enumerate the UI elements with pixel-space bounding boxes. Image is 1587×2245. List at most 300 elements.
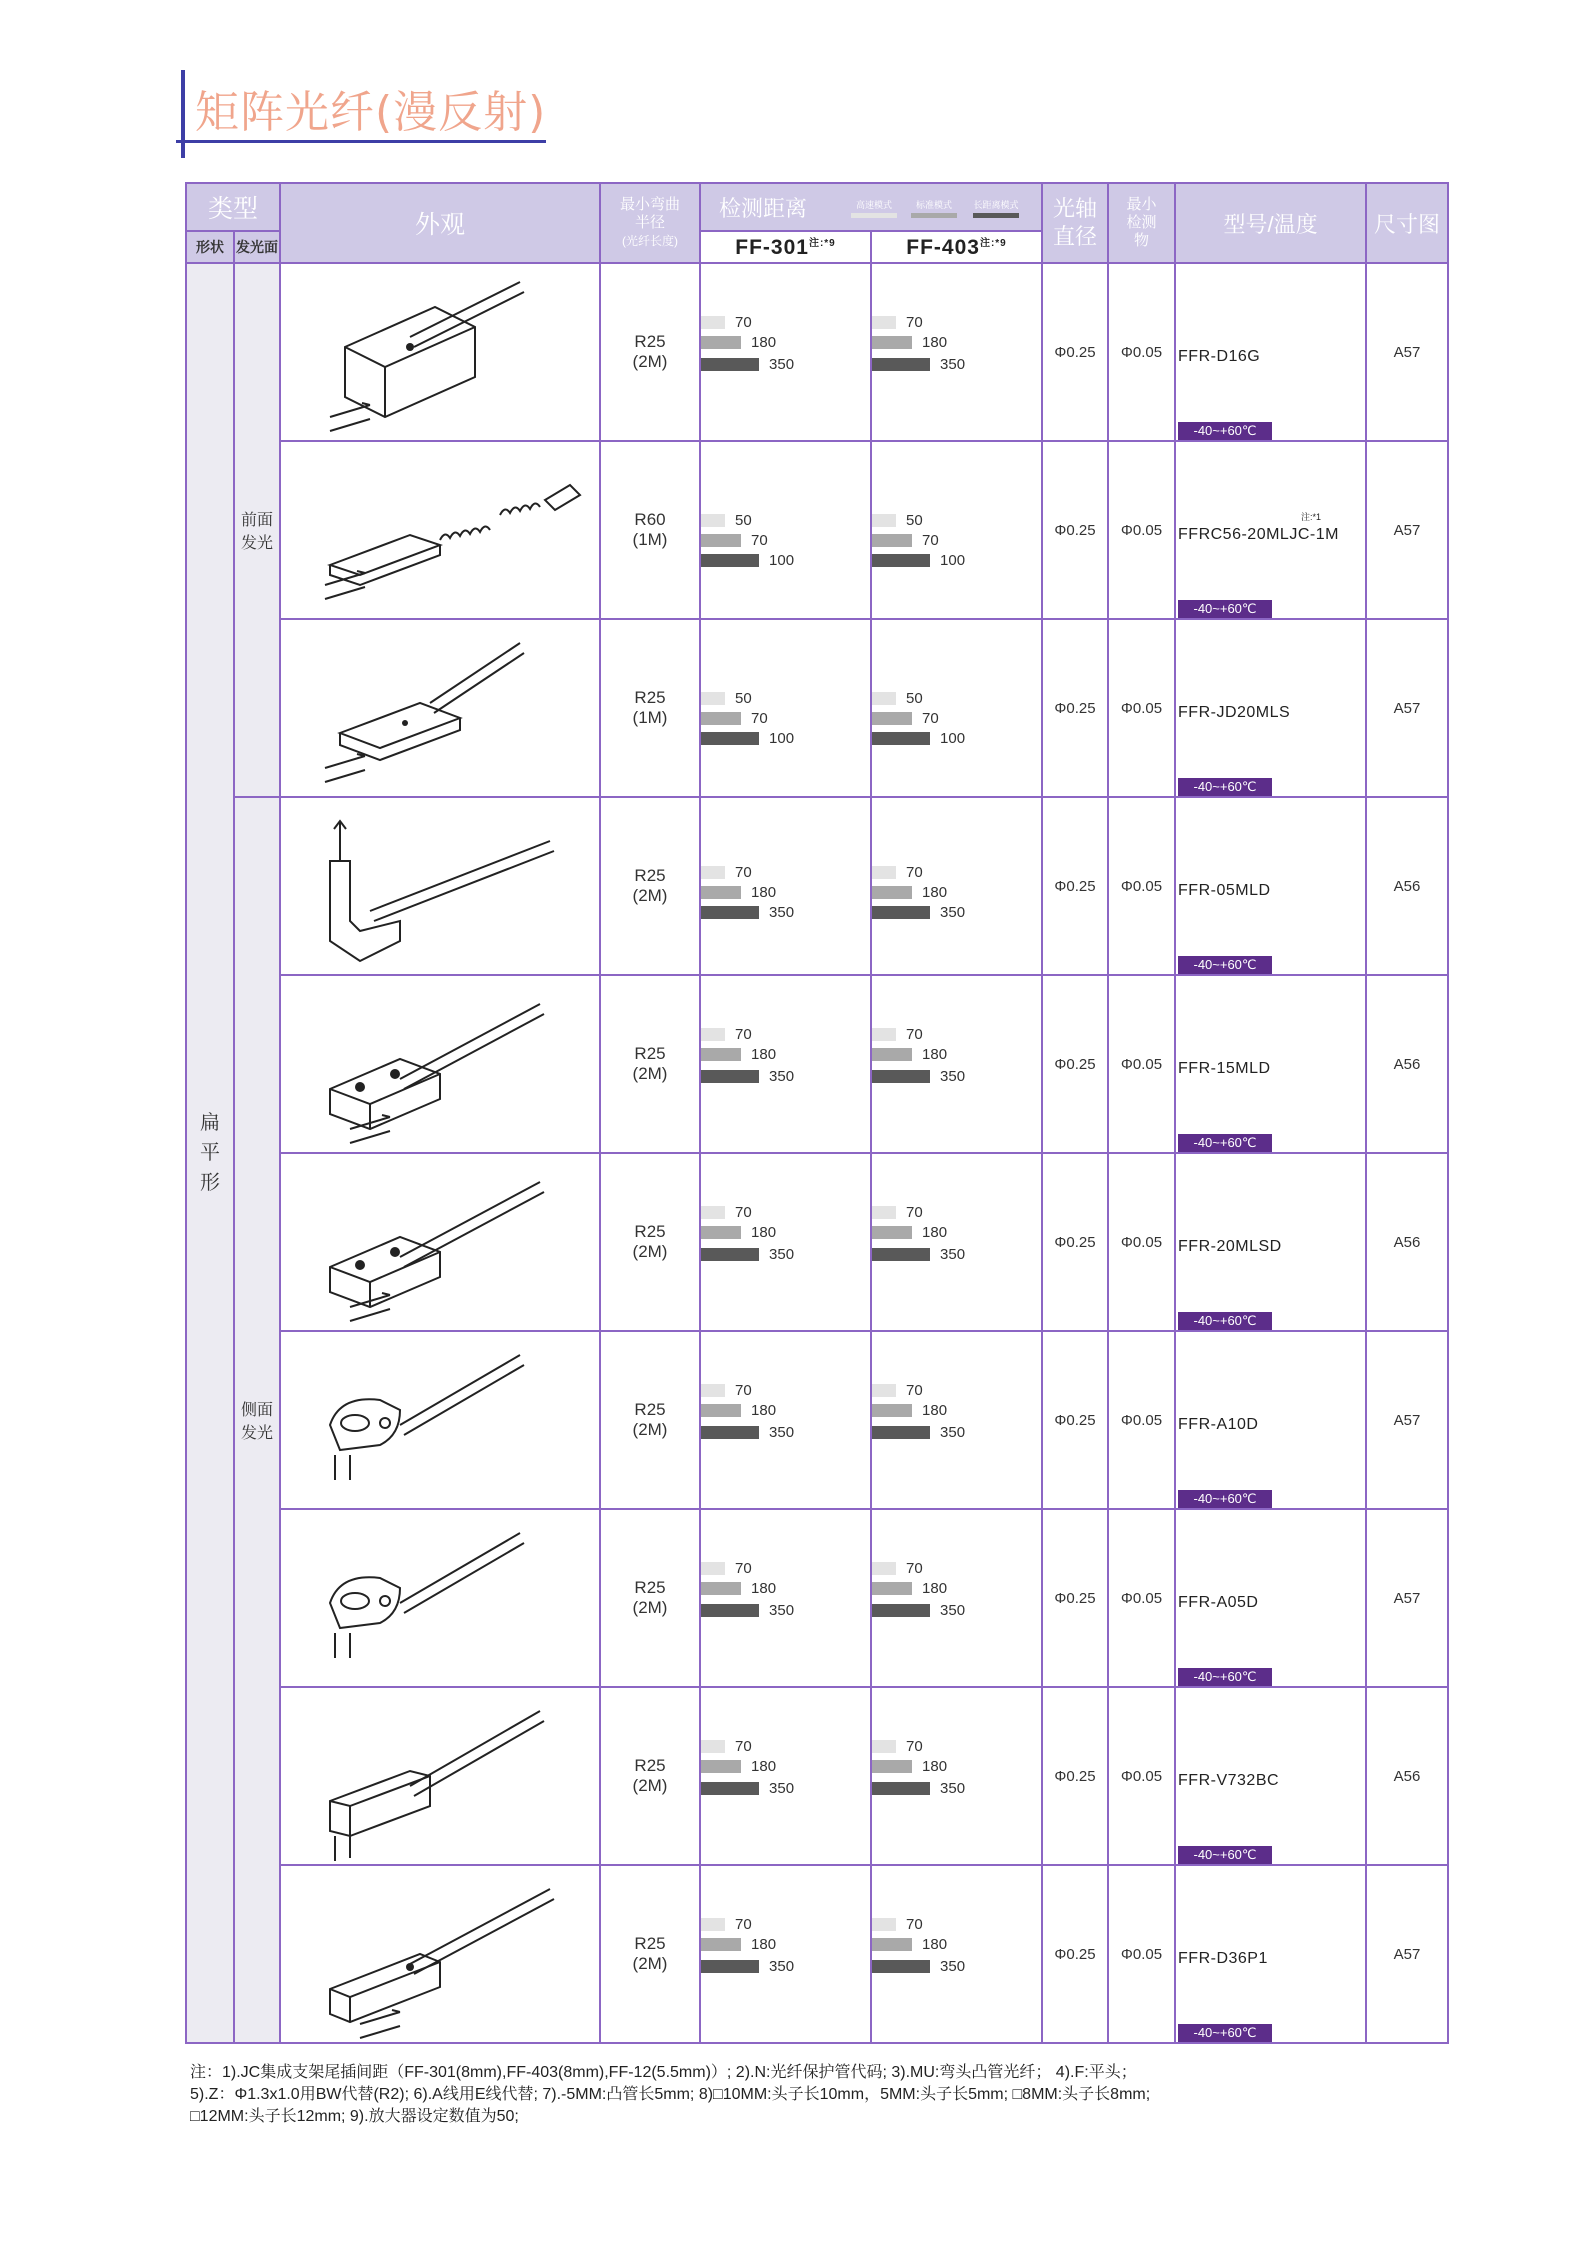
distance-ff403-cell: [871, 619, 1042, 797]
temperature-badge: -40~+60℃: [1178, 422, 1272, 440]
distance-bar-row: [701, 1936, 776, 1953]
distance-bar: [872, 1028, 896, 1041]
distance-bar-row: [872, 552, 965, 569]
distance-bar: [701, 1404, 741, 1417]
temperature-badge: -40~+60℃: [1178, 1846, 1272, 1864]
distance-bar-row: [701, 690, 752, 707]
bend-radius-cell: [600, 797, 700, 975]
distance-value: 180: [751, 1224, 777, 1241]
cable-length-value: (2M): [632, 886, 668, 905]
distance-bar: [872, 1582, 912, 1595]
distance-ff403-cell: [871, 975, 1042, 1153]
distance-bar: [872, 1226, 912, 1239]
emit-side-label: 侧面发光: [240, 1402, 273, 1442]
model-cell: [1175, 1865, 1366, 2043]
distance-value: 70: [735, 1204, 752, 1221]
distance-ff301-cell: [700, 441, 871, 619]
product-image: [280, 619, 600, 797]
distance-bar-row: [872, 1246, 965, 1263]
bend-radius-cell: [600, 1331, 700, 1509]
axis-diameter-cell: Φ0.25: [1042, 441, 1108, 619]
bend-radius-cell: [600, 619, 700, 797]
product-image: [280, 1153, 600, 1331]
legend-high-speed-swatch: [851, 213, 897, 218]
distance-value: 350: [940, 1424, 966, 1441]
dimension-cell: A57: [1366, 441, 1448, 619]
distance-bar-row: [701, 356, 794, 373]
distance-bar-row: [872, 884, 947, 901]
distance-bar: [872, 1404, 912, 1417]
distance-bar: [872, 1048, 912, 1061]
header-emit-face: 发光面: [234, 231, 280, 263]
cable-length-value: (1M): [632, 530, 668, 549]
distance-value: 100: [940, 730, 966, 747]
distance-bar-row: [872, 1224, 947, 1241]
block-fiber-icon: [281, 979, 599, 1149]
distance-bar-row: [872, 690, 923, 707]
distance-value: 70: [922, 710, 939, 727]
distance-value: 180: [922, 1580, 948, 1597]
distance-bar-row: [872, 334, 947, 351]
distance-bar: [872, 1938, 912, 1951]
distance-bar: [872, 886, 912, 899]
bend-radius-value: R25: [634, 1578, 666, 1597]
dimension-cell: A56: [1366, 797, 1448, 975]
distance-bar-row: [872, 1602, 965, 1619]
ring-fiber-icon: [281, 1513, 599, 1683]
shape-cell: [186, 263, 234, 2043]
distance-bar-row: [872, 1560, 923, 1577]
model-name: FFR-15MLD: [1178, 1060, 1271, 1077]
distance-bar: [701, 1426, 759, 1439]
distance-value: 180: [751, 334, 777, 351]
model-name: FFR-A10D: [1178, 1416, 1259, 1433]
distance-bar: [701, 1760, 741, 1773]
product-image: [280, 1687, 600, 1865]
distance-bar-row: [701, 884, 776, 901]
distance-value: 70: [906, 1204, 923, 1221]
temperature-badge: -40~+60℃: [1178, 1668, 1272, 1686]
axis-diameter-cell: Φ0.25: [1042, 1687, 1108, 1865]
distance-bar: [872, 906, 930, 919]
model-cell: [1175, 975, 1366, 1153]
box-fiber-icon: [281, 267, 599, 437]
distance-ff301-cell: [700, 263, 871, 441]
distance-value: 350: [940, 904, 966, 921]
distance-bar: [872, 866, 896, 879]
min-object-cell: Φ0.05: [1108, 1153, 1175, 1331]
distance-bar: [701, 336, 741, 349]
bend-radius-cell: [600, 441, 700, 619]
distance-bar-row: [872, 1382, 923, 1399]
product-image: [280, 797, 600, 975]
distance-value: 350: [769, 1068, 795, 1085]
axis-diameter-cell: Φ0.25: [1042, 1331, 1108, 1509]
model-cell: [1175, 1331, 1366, 1509]
distance-value: 350: [940, 1068, 966, 1085]
product-image: [280, 975, 600, 1153]
bend-radius-cell: [600, 1509, 700, 1687]
product-row: [186, 797, 1448, 975]
axis-diameter-cell: Φ0.25: [1042, 797, 1108, 975]
distance-value: 70: [906, 1738, 923, 1755]
distance-value: 180: [922, 1046, 948, 1063]
distance-value: 180: [751, 1580, 777, 1597]
distance-bar-row: [701, 710, 768, 727]
header-appearance: 外观: [280, 183, 600, 263]
axis-diameter-cell: Φ0.25: [1042, 619, 1108, 797]
dimension-cell: A57: [1366, 1865, 1448, 2043]
distance-ff301-cell: [700, 1331, 871, 1509]
distance-bar-row: [701, 1424, 794, 1441]
block-fiber-icon: [281, 1157, 599, 1327]
title-accent-bar: [181, 70, 185, 158]
distance-bar: [701, 1582, 741, 1595]
spec-table: [185, 182, 1449, 2044]
min-object-cell: Φ0.05: [1108, 797, 1175, 975]
bend-radius-value: R25: [634, 866, 666, 885]
distance-value: 350: [940, 356, 966, 373]
distance-bar: [701, 1782, 759, 1795]
distance-bar-row: [701, 1580, 776, 1597]
distance-bar-row: [701, 1560, 752, 1577]
distance-bar: [701, 1206, 725, 1219]
header-axis-diameter: [1042, 183, 1108, 263]
distance-bar-row: [872, 1204, 923, 1221]
distance-bar-row: [872, 1958, 965, 1975]
distance-bar: [872, 1960, 930, 1973]
product-image: [280, 441, 600, 619]
distance-bar-row: [701, 512, 752, 529]
distance-bar: [701, 1226, 741, 1239]
model-cell: [1175, 263, 1366, 441]
distance-value: 180: [751, 1936, 777, 1953]
min-object-cell: Φ0.05: [1108, 1865, 1175, 2043]
distance-bar: [701, 316, 725, 329]
distance-ff403-cell: [871, 797, 1042, 975]
distance-ff301-cell: [700, 1509, 871, 1687]
distance-value: 350: [940, 1958, 966, 1975]
distance-bar: [701, 1070, 759, 1083]
header-model-temp: 型号/温度: [1175, 183, 1366, 263]
dimension-cell: A57: [1366, 1509, 1448, 1687]
min-object-cell: Φ0.05: [1108, 1687, 1175, 1865]
distance-value: 350: [940, 1246, 966, 1263]
distance-bar-row: [872, 1780, 965, 1797]
distance-bar-row: [872, 1026, 923, 1043]
header-shape: 形状: [186, 231, 234, 263]
bend-radius-cell: [600, 1687, 700, 1865]
bend-radius-value: R25: [634, 1400, 666, 1419]
distance-value: 70: [906, 1382, 923, 1399]
distance-value: 70: [906, 1560, 923, 1577]
axis-diameter-cell: Φ0.25: [1042, 1865, 1108, 2043]
distance-value: 180: [751, 1402, 777, 1419]
distance-value: 180: [751, 884, 777, 901]
model-name: FFRC56-20MLJC-1M: [1178, 526, 1339, 543]
footnotes: [190, 2062, 1440, 2128]
distance-value: 350: [769, 1958, 795, 1975]
distance-bar: [701, 534, 741, 547]
distance-value: 350: [769, 356, 795, 373]
legend-long-distance-swatch: [973, 213, 1019, 218]
distance-bar-row: [701, 552, 794, 569]
temperature-badge: -40~+60℃: [1178, 600, 1272, 618]
product-row: [186, 1331, 1448, 1509]
cable-length-value: (2M): [632, 1064, 668, 1083]
distance-value: 50: [735, 690, 752, 707]
distance-ff403-cell: [871, 1331, 1042, 1509]
distance-bar: [872, 358, 930, 371]
distance-bar-row: [701, 1602, 794, 1619]
model-cell: [1175, 619, 1366, 797]
distance-value: 70: [735, 864, 752, 881]
distance-bar: [701, 1918, 725, 1931]
distance-ff403-cell: [871, 1687, 1042, 1865]
distance-value: 350: [769, 1602, 795, 1619]
distance-bar-row: [701, 1246, 794, 1263]
distance-bar-row: [701, 1738, 752, 1755]
distance-bar: [701, 886, 741, 899]
model-name: FFR-JD20MLS: [1178, 704, 1291, 721]
distance-value: 100: [940, 552, 966, 569]
distance-bar: [872, 1604, 930, 1617]
distance-value: 50: [906, 690, 923, 707]
distance-value: 70: [735, 1382, 752, 1399]
distance-bar-row: [701, 1068, 794, 1085]
distance-ff403-cell: [871, 1153, 1042, 1331]
slim-fiber-icon: [281, 1869, 599, 2039]
emit-side-cell: [234, 797, 280, 2043]
distance-value: 70: [922, 532, 939, 549]
distance-ff301-cell: [700, 1153, 871, 1331]
distance-bar-row: [701, 1224, 776, 1241]
distance-bar: [701, 712, 741, 725]
legend-standard-label: 标准模式: [916, 200, 953, 210]
distance-bar-row: [701, 1026, 752, 1043]
product-image: [280, 1865, 600, 2043]
bend-radius-value: R25: [634, 1044, 666, 1063]
distance-bar: [701, 1048, 741, 1061]
distance-value: 350: [769, 904, 795, 921]
header-amp-ff403: [871, 231, 1042, 263]
bend-radius-value: R25: [634, 688, 666, 707]
distance-bar: [701, 1248, 759, 1261]
distance-bar: [872, 1918, 896, 1931]
distance-value: 180: [922, 334, 948, 351]
distance-bar-row: [872, 1580, 947, 1597]
spring-fiber-icon: [281, 445, 599, 615]
bend-radius-value: R25: [634, 1222, 666, 1241]
product-image: [280, 263, 600, 441]
distance-value: 180: [751, 1046, 777, 1063]
distance-bar: [701, 358, 759, 371]
distance-bar-row: [872, 1916, 923, 1933]
header-axis-diameter-label: 光轴直径: [1053, 196, 1098, 249]
model-note: 注:*1: [1301, 512, 1322, 522]
distance-bar: [872, 1760, 912, 1773]
distance-bar-row: [701, 532, 768, 549]
product-row: [186, 263, 1448, 441]
distance-bar: [701, 1562, 725, 1575]
title-underline: [176, 140, 546, 143]
distance-bar: [872, 1248, 930, 1261]
legend-high-speed: [851, 198, 897, 218]
distance-bar: [701, 554, 759, 567]
distance-ff301-cell: [700, 619, 871, 797]
cable-length-value: (2M): [632, 1420, 668, 1439]
distance-bar-row: [701, 730, 794, 747]
model-cell: [1175, 797, 1366, 975]
distance-bar: [701, 514, 725, 527]
bend-radius-cell: [600, 1153, 700, 1331]
legend-standard-swatch: [911, 213, 957, 218]
min-object-cell: Φ0.05: [1108, 619, 1175, 797]
distance-bar: [872, 1562, 896, 1575]
distance-value: 50: [906, 512, 923, 529]
distance-ff301-cell: [700, 797, 871, 975]
distance-bar-row: [701, 1916, 752, 1933]
min-object-cell: Φ0.05: [1108, 975, 1175, 1153]
product-row: [186, 441, 1448, 619]
distance-value: 180: [922, 884, 948, 901]
distance-bar: [872, 554, 930, 567]
wedge-fiber-icon: [281, 1691, 599, 1861]
distance-bar-row: [701, 1758, 776, 1775]
distance-value: 70: [735, 1738, 752, 1755]
distance-bar: [701, 1938, 741, 1951]
distance-bar: [872, 336, 912, 349]
distance-value: 350: [769, 1424, 795, 1441]
distance-bar: [872, 316, 896, 329]
distance-bar: [872, 534, 912, 547]
bend-radius-cell: [600, 1865, 700, 2043]
product-row: [186, 1509, 1448, 1687]
distance-ff403-cell: [871, 1509, 1042, 1687]
distance-bar-row: [872, 904, 965, 921]
amp-ff403-label: FF-403: [906, 236, 980, 259]
model-name: FFR-05MLD: [1178, 882, 1271, 899]
distance-value: 70: [906, 864, 923, 881]
distance-bar: [872, 1782, 930, 1795]
amp-ff403-note: 注:*9: [979, 238, 1007, 249]
distance-bar: [701, 732, 759, 745]
header-type: 类型: [186, 183, 280, 231]
dimension-cell: A57: [1366, 619, 1448, 797]
distance-value: 180: [922, 1936, 948, 1953]
distance-value: 70: [735, 1916, 752, 1933]
bend-radius-cell: [600, 975, 700, 1153]
distance-value: 70: [751, 710, 768, 727]
min-object-cell: Φ0.05: [1108, 1509, 1175, 1687]
model-name: FFR-V732BC: [1178, 1772, 1280, 1789]
distance-value: 350: [940, 1602, 966, 1619]
header-min-object: [1108, 183, 1175, 263]
legend-high-speed-label: 高速模式: [856, 200, 893, 210]
header-detect-distance-label: 检测距离: [719, 196, 808, 221]
cable-length-value: (2M): [632, 1242, 668, 1261]
legend-long-distance-label: 长距离模式: [973, 200, 1019, 210]
distance-bar: [701, 692, 725, 705]
shape-label: 扁平形: [200, 1112, 220, 1194]
distance-bar-row: [872, 314, 923, 331]
distance-bar-row: [701, 904, 794, 921]
distance-bar: [872, 692, 896, 705]
distance-ff403-cell: [871, 1865, 1042, 2043]
distance-bar: [701, 1740, 725, 1753]
distance-bar: [872, 1206, 896, 1219]
distance-value: 100: [769, 730, 795, 747]
distance-value: 70: [906, 1026, 923, 1043]
distance-bar-row: [872, 710, 939, 727]
distance-bar-row: [872, 1758, 947, 1775]
bend-radius-value: R60: [634, 510, 666, 529]
elbow-fiber-icon: [281, 801, 599, 971]
distance-bar-row: [872, 1424, 965, 1441]
cable-length-value: (2M): [632, 352, 668, 371]
distance-bar-row: [872, 730, 965, 747]
header-min-object-label: 最小检测物: [1126, 196, 1157, 249]
min-object-cell: Φ0.05: [1108, 263, 1175, 441]
distance-bar-row: [701, 1958, 794, 1975]
dimension-cell: A57: [1366, 1331, 1448, 1509]
distance-ff301-cell: [700, 1865, 871, 2043]
product-row: [186, 619, 1448, 797]
distance-bar-row: [872, 1936, 947, 1953]
distance-ff301-cell: [700, 975, 871, 1153]
distance-bar: [872, 1426, 930, 1439]
product-row: [186, 1687, 1448, 1865]
distance-value: 350: [769, 1780, 795, 1797]
bend-radius-cell: [600, 263, 700, 441]
bend-radius-value: R25: [634, 332, 666, 351]
emit-front-label: 前面发光: [240, 512, 273, 552]
bend-radius-value: R25: [634, 1756, 666, 1775]
emit-front-cell: [234, 263, 280, 797]
distance-bar-row: [872, 1046, 947, 1063]
distance-ff301-cell: [700, 1687, 871, 1865]
distance-bar-row: [872, 512, 923, 529]
distance-bar-row: [701, 1780, 794, 1797]
product-row: [186, 1865, 1448, 2043]
model-cell: [1175, 1509, 1366, 1687]
distance-value: 70: [735, 1026, 752, 1043]
distance-bar-row: [701, 1046, 776, 1063]
header-dimension: 尺寸图: [1366, 183, 1448, 263]
distance-bar-row: [701, 864, 752, 881]
model-cell: [1175, 1687, 1366, 1865]
temperature-badge: -40~+60℃: [1178, 1312, 1272, 1330]
distance-bar-row: [701, 334, 776, 351]
distance-bar-row: [872, 1402, 947, 1419]
footnote-line: □12MM:头子长12mm; 9).放大器设定数值为50;: [190, 2108, 519, 2125]
axis-diameter-cell: Φ0.25: [1042, 263, 1108, 441]
model-cell: [1175, 1153, 1366, 1331]
min-object-cell: Φ0.05: [1108, 441, 1175, 619]
header-bend-radius: [600, 183, 700, 263]
distance-value: 70: [906, 314, 923, 331]
legend-standard: [911, 198, 957, 218]
distance-bar: [701, 1960, 759, 1973]
dimension-cell: A57: [1366, 263, 1448, 441]
bend-radius-value: R25: [634, 1934, 666, 1953]
distance-bar-row: [701, 1402, 776, 1419]
distance-value: 70: [735, 1560, 752, 1577]
distance-ff403-cell: [871, 263, 1042, 441]
header-detect-distance: [700, 183, 1042, 231]
distance-bar-row: [872, 1068, 965, 1085]
model-name: FFR-D36P1: [1178, 1950, 1268, 1967]
